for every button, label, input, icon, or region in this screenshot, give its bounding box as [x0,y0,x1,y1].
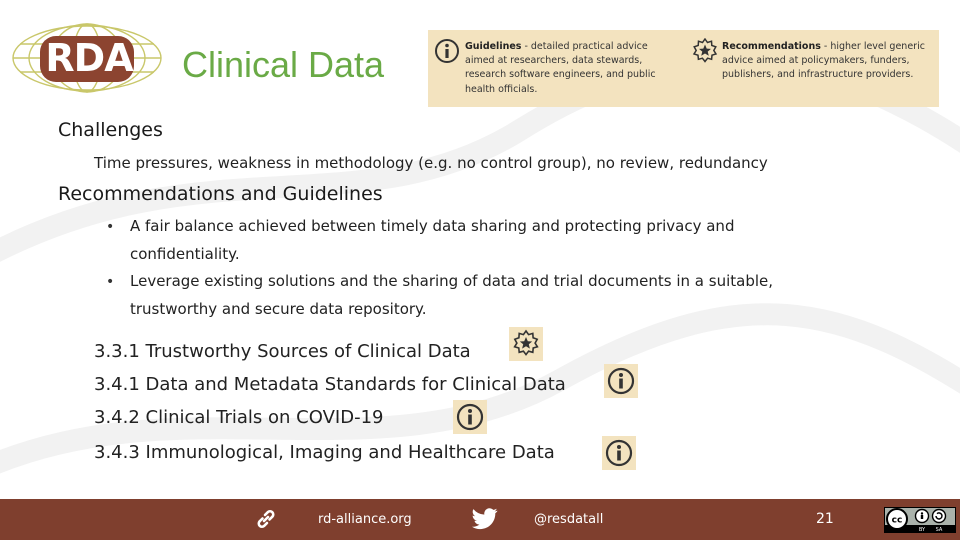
legend-recommendations-line-2: advice aimed at policymakers, funders, [722,55,910,67]
footer-bar [0,499,960,540]
legend-guidelines-line-2: aimed at researchers, data stewards, [465,55,643,67]
info-icon [434,38,460,64]
item-3-4-2: 3.4.2 Clinical Trials on COVID-19 [94,407,384,428]
legend-recommendations-text [722,40,925,83]
legend-guidelines-text [465,40,656,97]
legend-recommendations-line-3: publishers, and infrastructure providers. [722,69,914,81]
legend-box [428,30,939,107]
logo-text: RDA [45,36,133,80]
legend-recommendations-line-1: - higher level generic [820,41,925,52]
link-icon [254,507,278,531]
star-icon [692,38,718,64]
bullet-1-line-1: A fair balance achieved between timely data sharing and protecting privacy and [130,217,735,235]
legend-guidelines-heading: Guidelines [465,41,522,52]
legend-guidelines-line-4: health officials. [465,83,538,95]
twitter-icon [472,508,498,530]
svg-text:SA: SA [935,527,943,532]
svg-text:BY: BY [918,527,926,532]
info-icon [453,400,487,434]
bullet-1-line-2: confidentiality. [130,245,240,263]
legend-guidelines-line-3: research software engineers, and public [465,69,656,81]
star-icon [509,327,543,361]
bullet-dot: • [106,219,115,235]
recommendations-guidelines-heading: Recommendations and Guidelines [58,183,383,205]
legend-recommendations-heading: Recommendations [722,41,821,52]
item-3-4-1: 3.4.1 Data and Metadata Standards for Clinical Data [94,374,566,395]
rda-logo [8,22,166,94]
item-3-3-1: 3.3.1 Trustworthy Sources of Clinical Data [94,341,471,362]
info-icon [602,436,636,470]
info-icon [604,364,638,398]
challenges-heading: Challenges [58,119,163,141]
svg-text:cc: cc [891,515,903,526]
cc-by-sa-icon [884,507,956,533]
item-3-4-3: 3.4.3 Immunological, Imaging and Healthcare Data [94,442,555,463]
bullet-2-line-1: Leverage existing solutions and the sharing of data and trial documents in a suitable, [130,272,774,290]
legend-guidelines-line-1: - detailed practical advice [521,41,648,52]
bullet-dot: • [106,274,115,290]
page-number: 21 [816,511,834,527]
challenges-text: Time pressures, weakness in methodology (e.g. no control group), no review, redundancy [94,154,768,172]
website-link[interactable]: rd-alliance.org [318,512,412,527]
bullet-2-line-2: trustworthy and secure data repository. [130,300,427,318]
page-title: Clinical Data [182,44,385,85]
twitter-handle[interactable]: @resdatall [534,512,604,527]
